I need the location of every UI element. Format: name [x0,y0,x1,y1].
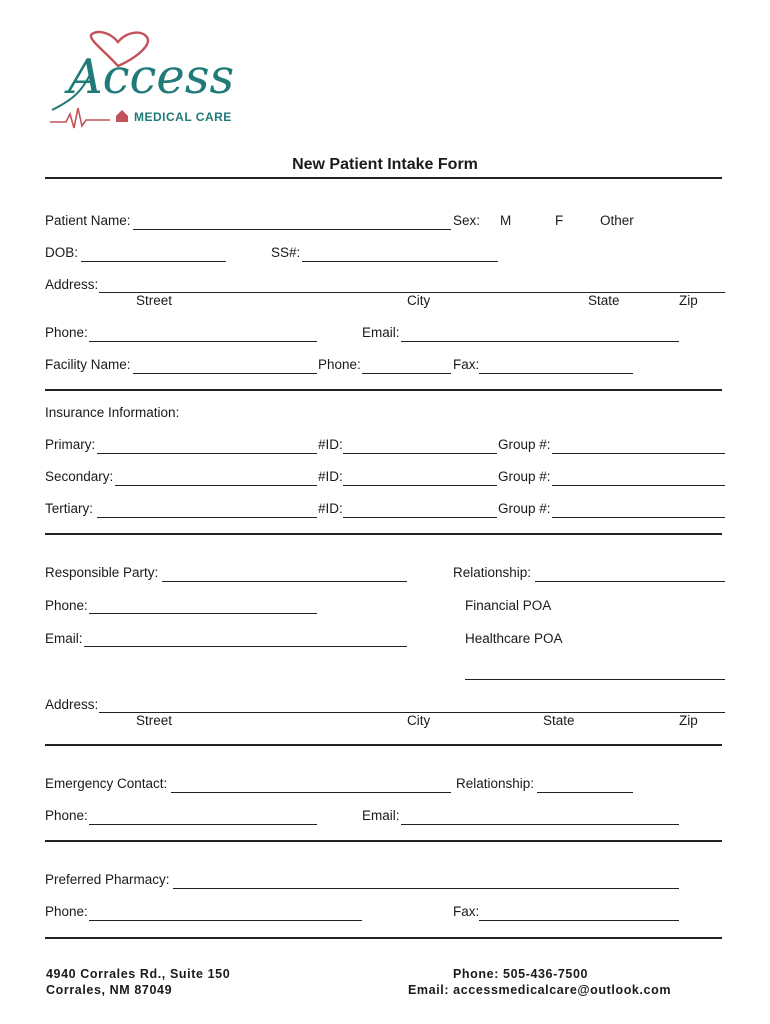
patient-name-field[interactable] [133,229,451,230]
page-title: New Patient Intake Form [292,156,478,173]
responsible-phone-field[interactable] [89,613,317,614]
facility-phone-label: Phone: [318,357,361,372]
address-state-caption: State [588,293,620,308]
responsible-party-field[interactable] [162,581,407,582]
address-zip-caption: Zip [679,293,698,308]
patient-name-label: Patient Name: [45,213,131,228]
tertiary-id-field[interactable] [343,517,497,518]
secondary-label: Secondary: [45,469,114,484]
insurance-heading: Insurance Information: [45,405,180,420]
footer-phone: Phone: 505-436-7500 [453,967,589,981]
dob-label: DOB: [45,245,79,260]
footer-address-line1: 4940 Corrales Rd., Suite 150 [46,967,231,981]
secondary-insurance-field[interactable] [115,485,317,486]
dob-field[interactable] [81,261,226,262]
sex-option-m[interactable]: M [500,213,512,228]
primary-insurance-field[interactable] [97,453,317,454]
tertiary-group-field[interactable] [552,517,725,518]
tertiary-insurance-field[interactable] [97,517,317,518]
brand-name: Access [68,49,235,105]
sex-option-f[interactable]: F [555,213,564,228]
primary-id-field[interactable] [343,453,497,454]
facility-name-label: Facility Name: [45,357,131,372]
responsible-relationship-field[interactable] [535,581,725,582]
emergency-phone-label: Phone: [45,808,88,823]
facility-phone-field[interactable] [362,373,451,374]
divider [45,389,722,391]
divider [45,840,722,842]
emergency-relationship-field[interactable] [537,792,633,793]
responsible-relationship-label: Relationship: [453,565,532,580]
pharmacy-fax-field[interactable] [479,920,679,921]
ss-field[interactable] [302,261,498,262]
pharmacy-label: Preferred Pharmacy: [45,872,170,887]
phone-label: Phone: [45,325,88,340]
secondary-group-label: Group #: [498,469,551,484]
responsible-phone-label: Phone: [45,598,88,613]
pharmacy-phone-label: Phone: [45,904,88,919]
secondary-id-field[interactable] [343,485,497,486]
responsible-email-label: Email: [45,631,83,646]
primary-group-label: Group #: [498,437,551,452]
emergency-relationship-label: Relationship: [456,776,535,791]
facility-fax-label: Fax: [453,357,480,372]
pharmacy-phone-field[interactable] [89,920,362,921]
facility-fax-field[interactable] [479,373,633,374]
logo [48,30,238,140]
emergency-phone-field[interactable] [89,824,317,825]
sex-option-other[interactable]: Other [600,213,634,228]
primary-group-field[interactable] [552,453,725,454]
emergency-contact-field[interactable] [171,792,451,793]
address-city-caption: City [407,293,431,308]
responsible-party-label: Responsible Party: [45,565,159,580]
divider [45,744,722,746]
responsible-zip-caption: Zip [679,713,698,728]
responsible-state-caption: State [543,713,575,728]
ss-label: SS#: [271,245,301,260]
emergency-email-field[interactable] [401,824,679,825]
emergency-email-label: Email: [362,808,400,823]
primary-label: Primary: [45,437,96,452]
secondary-group-field[interactable] [552,485,725,486]
pharmacy-fax-label: Fax: [453,904,480,919]
tertiary-id-label: #ID: [318,501,343,516]
responsible-city-caption: City [407,713,431,728]
secondary-id-label: #ID: [318,469,343,484]
healthcare-poa-option[interactable]: Healthcare POA [465,631,563,646]
sex-label: Sex: [453,213,481,228]
brand-subtitle: MEDICAL CARE [134,110,232,124]
facility-name-field[interactable] [133,373,317,374]
responsible-street-caption: Street [136,713,173,728]
email-label: Email: [362,325,400,340]
tertiary-label: Tertiary: [45,501,94,516]
address-street-caption: Street [136,293,173,308]
phone-field[interactable] [89,341,317,342]
email-field[interactable] [401,341,679,342]
divider [45,937,722,939]
financial-poa-option[interactable]: Financial POA [465,598,552,613]
footer-address-line2: Corrales, NM 87049 [46,983,173,997]
responsible-address-label: Address: [45,697,99,712]
responsible-email-field[interactable] [84,646,407,647]
poa-name-field[interactable] [465,679,725,680]
divider [45,533,722,535]
pharmacy-field[interactable] [173,888,679,889]
footer-email: Email: accessmedicalcare@outlook.com [408,983,672,997]
address-label: Address: [45,277,99,292]
tertiary-group-label: Group #: [498,501,551,516]
primary-id-label: #ID: [318,437,343,452]
emergency-contact-label: Emergency Contact: [45,776,168,791]
divider [45,177,722,179]
